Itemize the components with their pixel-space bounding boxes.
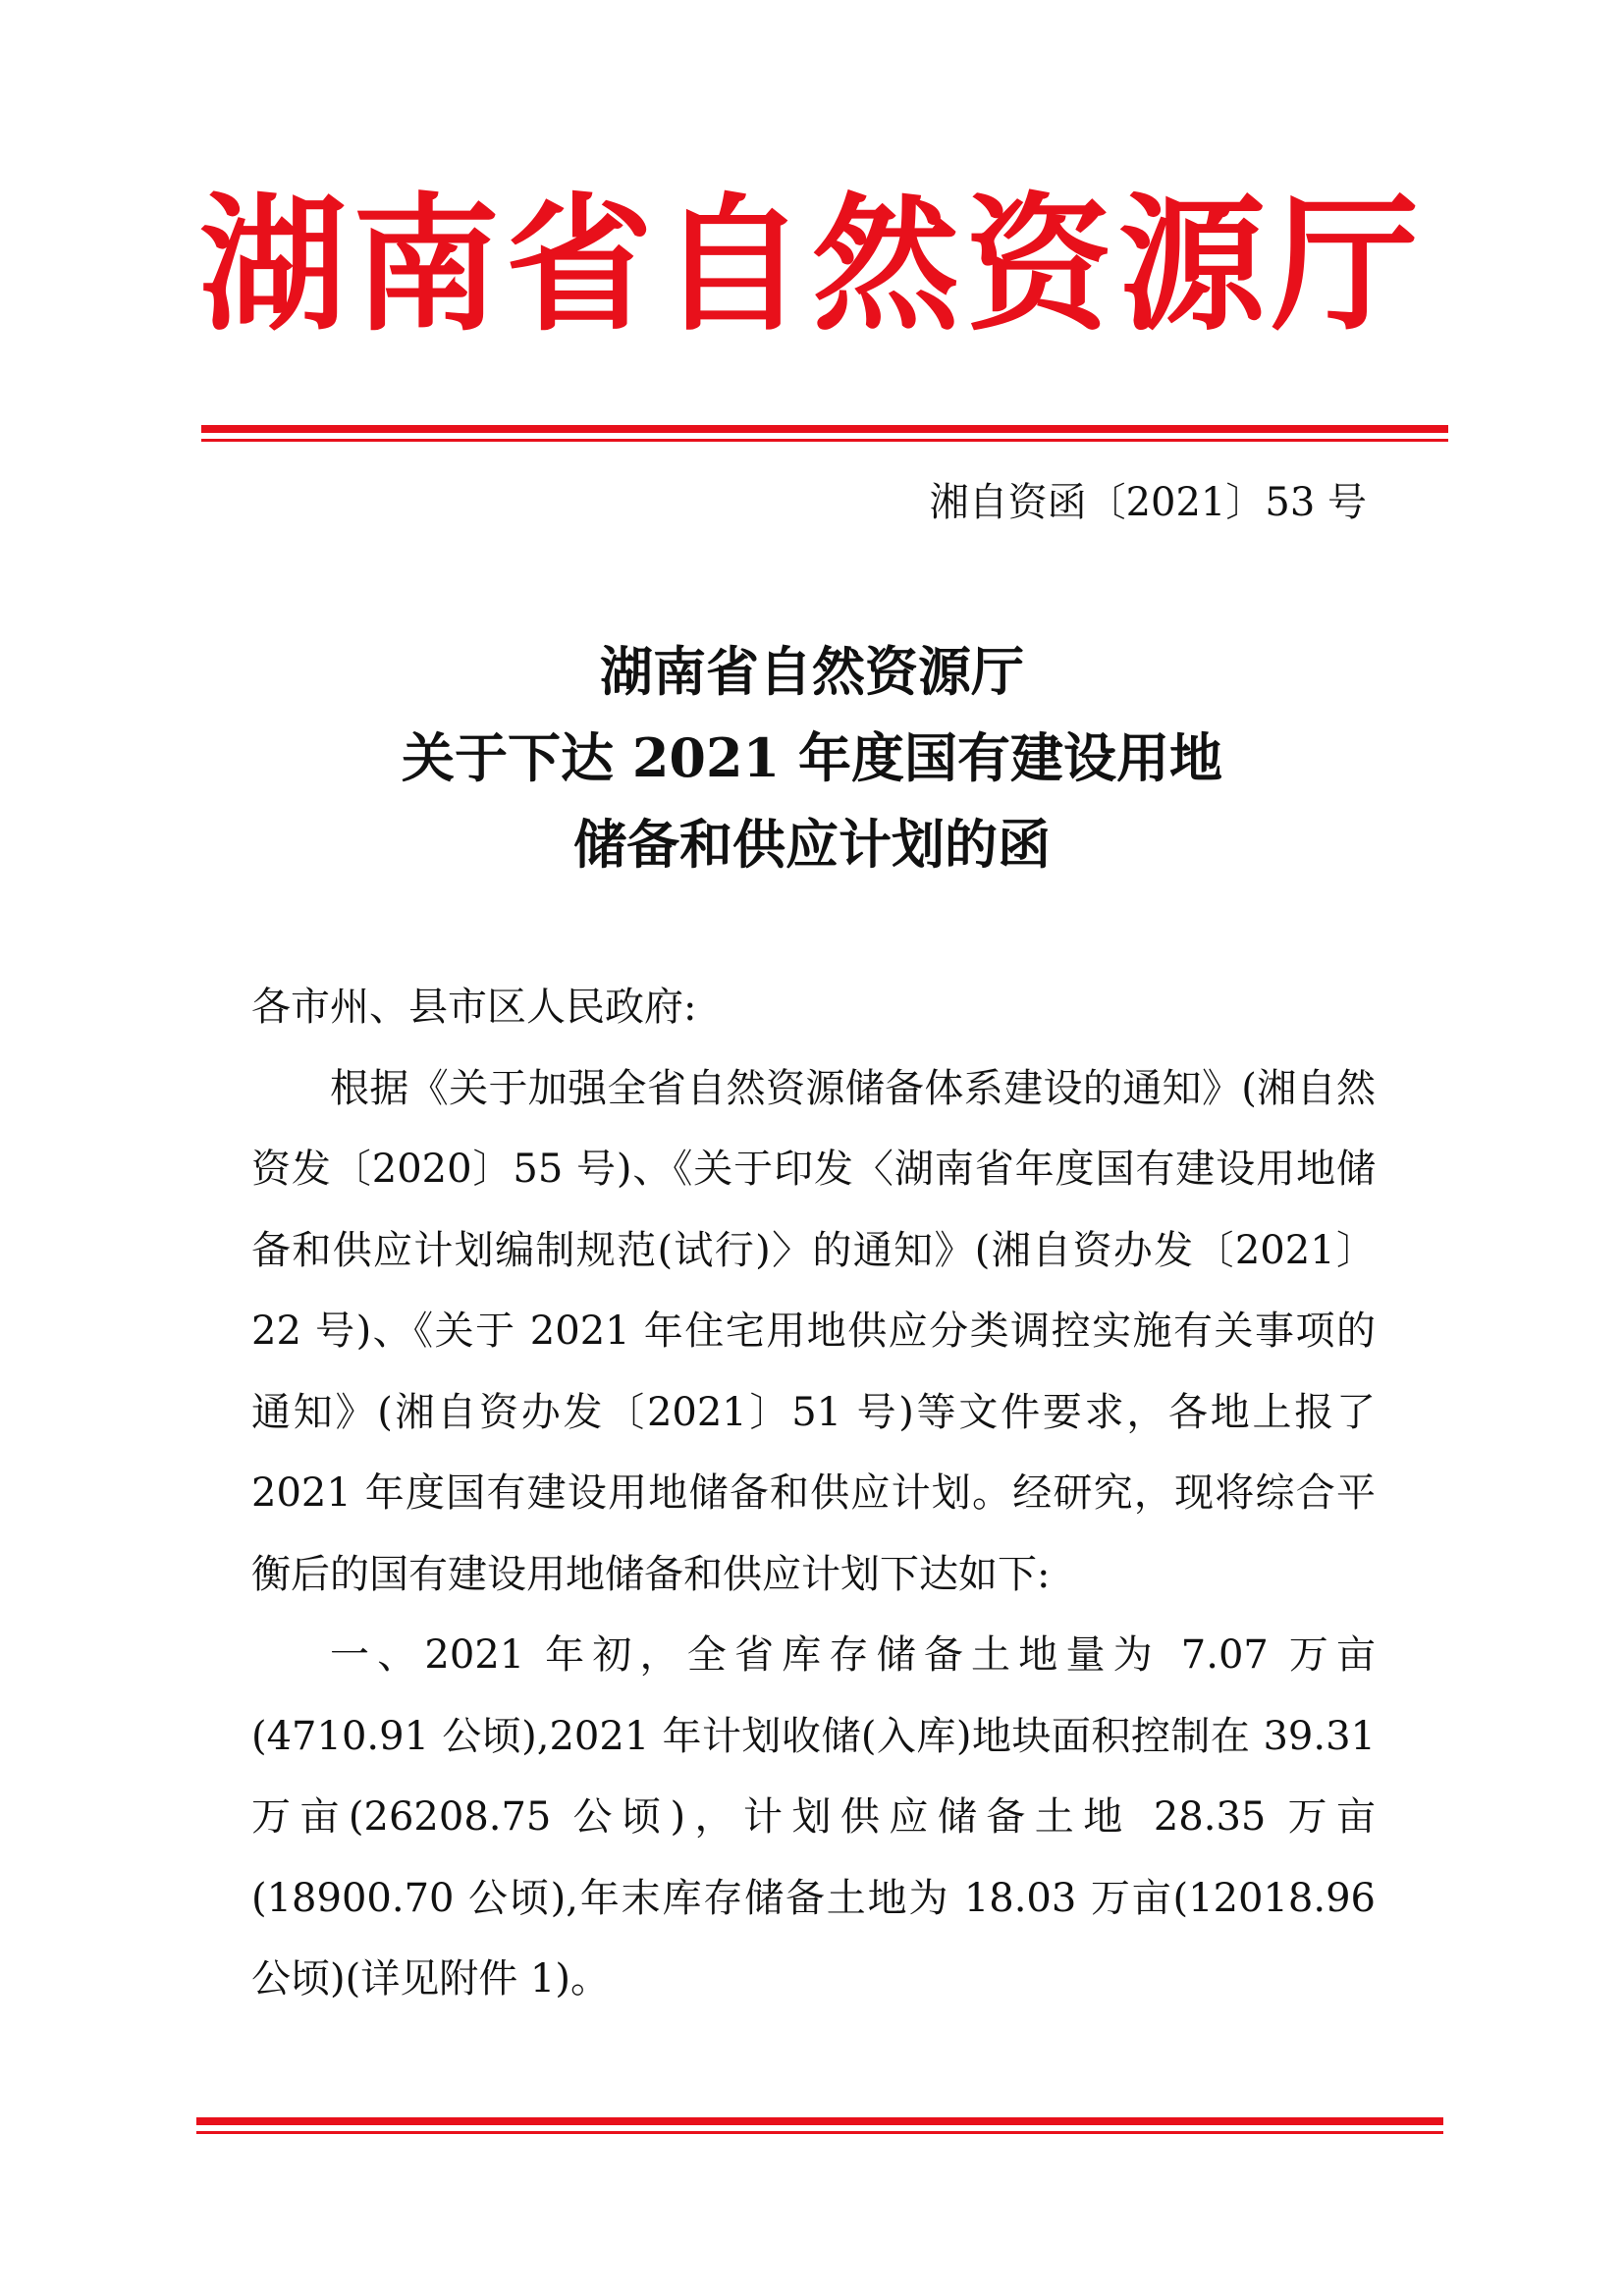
title-line-2: 关于下达 2021 年度国有建设用地 [402,726,1222,789]
document-body [251,967,1376,2020]
paragraph-item-1: 一、2021 年初，全省库存储备土地量为 7.07 万亩(4710.91 公顷),2021 年计划收储(入库)地块面积控制在 39.31 万亩(26208.75 公顷)，计划供应储备土地 28.35 万亩(18900.70 公顷),年末库存储备土地为 18.03 万亩(12018.96 公顷)(详见附件 1)。 [251,1632,1376,2002]
paragraph-basis: 根据《关于加强全省自然资源储备体系建设的通知》(湘自然资发〔2020〕55 号)、《关于印发〈湖南省年度国有建设用地储备和供应计划编制规范(试行)〉的通知》(湘自资办发〔2021〕22 号)、《关于 2021 年住宅用地供应分类调控实施有关事项的通知》(湘自资办发〔2021〕51 号)等文件要求，各地上报了 2021 年度国有建设用地储备和供应计划。经研究，现将综合平衡后的国有建设用地储备和供应计划下达如下: [251,1065,1376,1597]
document-title [0,628,1624,887]
masthead-divider-thin [201,439,1448,442]
title-line-3: 储备和供应计划的函 [573,813,1051,876]
footer-divider-thick [196,2117,1443,2125]
footer-divider-thin [196,2131,1443,2134]
agency-masthead: 湖南省自然资源厅 [198,179,1425,351]
title-line-1: 湖南省自然资源厅 [600,640,1024,703]
masthead-divider-thick [201,425,1448,433]
salutation: 各市州、县市区人民政府: [251,985,697,1030]
document-number: 湘自资函〔2021〕53 号 [929,480,1367,525]
